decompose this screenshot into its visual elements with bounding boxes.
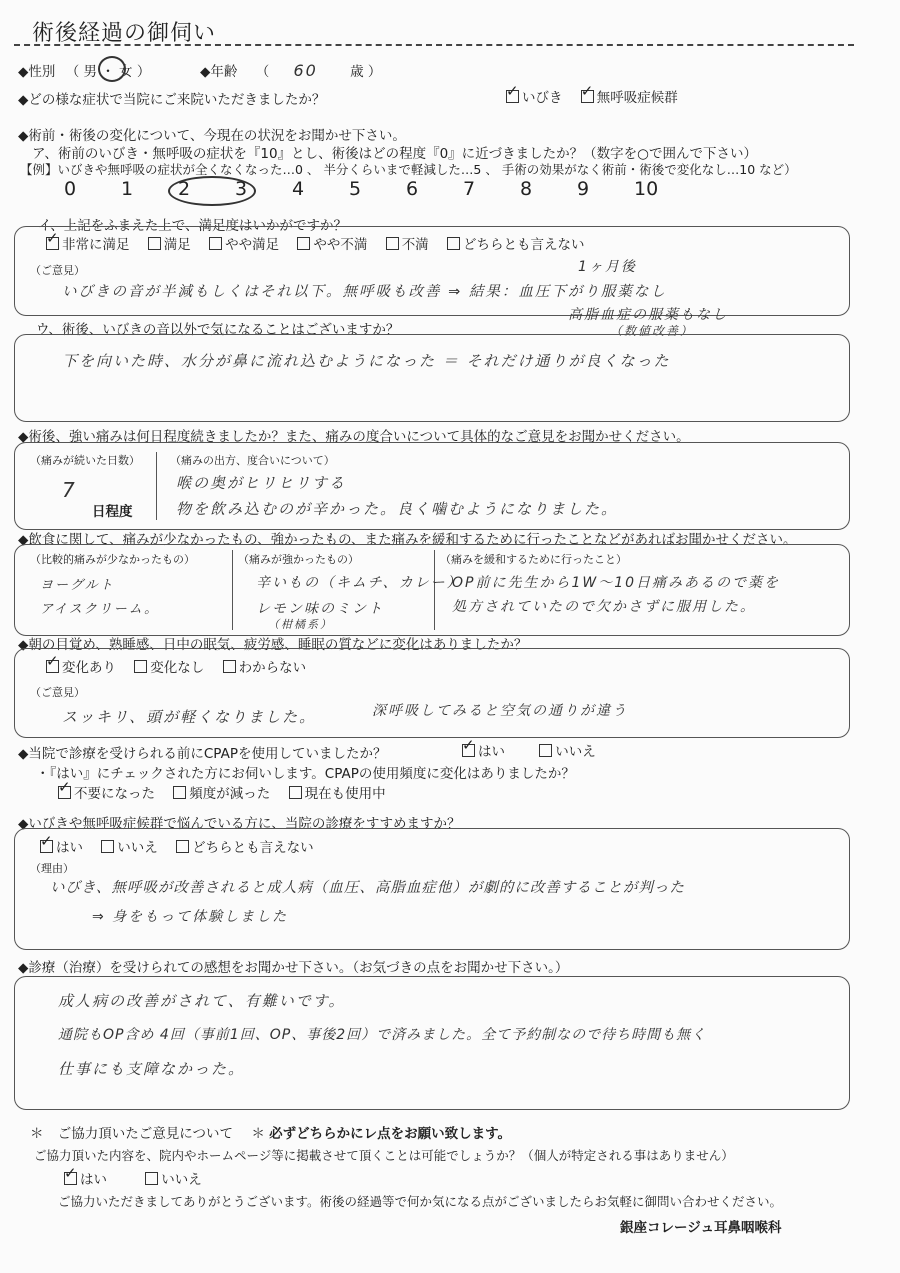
cpap-less-frequent[interactable]: 頻度が減った [173,782,270,802]
q3-days-unit: 日程度 [92,504,133,520]
scale-2[interactable]: 2 [178,178,191,200]
q7-reason-label: （理由） [30,862,74,875]
page-title: 術後経過の御伺い [32,21,217,46]
gender-options[interactable]: （ 男 ・ 女 ） [65,64,151,80]
cpap-no-longer-needed[interactable]: ✓不要になった [58,782,155,802]
footer-must-check: 必ずどちらかにレ点をお願い致します。 [269,1126,512,1142]
q3-detail-line2[interactable]: 物を飲み込むのが辛かった。良く噛むようになりました。 [176,500,619,518]
publish-no[interactable]: いいえ [145,1168,202,1188]
q4-col1-line2[interactable]: アイスクリーム。 [40,602,160,617]
q7-question: ◆いびきや無呼吸症候群で悩んでいる方に、当院の診療をすすめますか？ [18,816,461,832]
footer-cooperation-row: ＊ ご協力頂いたご意見について ＊ 必ずどちらかにレ点をお願い致します。 [30,1126,512,1142]
q1-option-snoring[interactable]: ✓ いびき [506,86,563,106]
checkbox-icon [176,840,189,853]
q8-line1[interactable]: 成人病の改善がされて、有難いです。 [58,992,346,1010]
checkbox-icon [101,840,114,853]
sat-somewhat-unsatisfied[interactable]: やや不満 [297,233,367,253]
checkbox-icon [173,786,186,799]
scale-8[interactable]: 8 [520,178,533,200]
q4-col3-line2[interactable]: 処方されていたので欠かさずに服用した。 [452,599,756,615]
q8-line2[interactable]: 通院もOP含め 4回（事前1回、OP、事後2回）で済みました。全て予約制なので待ち時間も無く [58,1027,707,1043]
q3-question: ◆術後、強い痛みは何日程度続きましたか？また、痛みの度合いについて具体的なご意見をお聞かせください。 [18,429,690,445]
checkbox-icon [64,1172,77,1185]
q3-days-value[interactable]: 7 [62,478,77,502]
q2-question: ◆術前・術後の変化について、今現在の状況をお聞かせ下さい。 [18,128,406,144]
q4-col2-line1[interactable]: 辛いもの（キムチ、カレー） [256,575,463,591]
q2-opinion-label: （ご意見） [30,264,85,277]
checkbox-icon [297,237,310,250]
q2-opinion-line2: 高脂血症の服薬もなし [568,307,728,323]
footer-thanks: ご協力いただきましてありがとうございます。術後の経過等で何か気になる点がございましたらお気軽に御問い合わせください。 [58,1194,783,1209]
q2u-question: ウ、術後、いびきの音以外で気になることはございますか？ [36,322,400,338]
footer-publish-options [64,1168,216,1188]
q6-options [462,740,610,760]
sat-somewhat-satisfied[interactable]: やや満足 [209,233,279,253]
age-row: ◆年齢 （ 60 歳 ） [200,61,382,80]
q2-opinion-line1[interactable]: いびきの音が半減もしくはそれ以下。無呼吸も改善 ⇒ 結果：血圧下がり服薬なし [62,284,667,300]
footer-cooperation-title: ご協力頂いたご意見について [57,1126,234,1142]
q4-col2-label: （痛みが強かったもの） [238,553,359,566]
q8-question: ◆診療（治療）を受けられての感想をお聞かせ下さい。（お気づきの点をお聞かせ下さい。） [18,960,569,976]
q2a-example: 【例】いびきや無呼吸の症状が全くなくなった…0 、 半分くらいまで軽減した…5 、 手術の効果がなく術前・術後で変化なし…10 など） [20,162,797,177]
clinic-name: 銀座コレージュ耳鼻咽喉科 [620,1220,782,1236]
cpap-still-using[interactable]: 現在も使用中 [289,782,386,802]
q6-question: ◆当院で診療を受けられる前にCPAPを使用していましたか？ [18,746,387,762]
gender-male-circle [98,56,126,82]
checkbox-icon [539,744,552,757]
q4-divider-1 [232,550,233,630]
q2i-question: イ、上記をふまえた上で、満足度はいかがですか？ [38,218,348,234]
q4-col3-label: （痛みを緩和するために行ったこと） [440,553,627,566]
q2a-scale [64,178,691,200]
q3-detail-label: （痛みの出方、度合いについて） [170,454,335,467]
checkbox-icon [506,90,519,103]
q6-sub-options [58,782,400,802]
q2u-answer[interactable]: 下を向いた時、水分が鼻に流れ込むようになった ＝ それだけ通りが良くなった [62,352,671,370]
age-value[interactable]: 60 [293,61,318,80]
gender-label: ◆性別 [18,64,56,80]
sat-neither[interactable]: どちらとも言えない [447,233,585,253]
gender-row [18,60,150,80]
q7-reason-line1[interactable]: いびき、無呼吸が改善されると成人病（血圧、高脂血症他）が劇的に改善することが判った [50,880,685,896]
scale-10[interactable]: 10 [634,178,659,200]
scale-1[interactable]: 1 [121,178,134,200]
q6-option-yes[interactable]: ✓ はい [462,740,505,760]
publish-yes[interactable]: ✓はい [64,1168,107,1188]
checkbox-icon [462,744,475,757]
checkbox-icon [447,237,460,250]
q1-option-apnea[interactable]: ✓ 無呼吸症候群 [581,86,678,106]
q6-option-no[interactable]: いいえ [539,740,596,760]
q3-divider [156,452,157,520]
q5-option-no-change[interactable]: 変化なし [134,656,204,676]
sat-very-satisfied[interactable]: ✓非常に満足 [46,233,130,253]
checkbox-icon [148,237,161,250]
q4-col2-line3: （柑橘系） [268,618,333,631]
q5-question: ◆朝の目覚め、熟睡感、日中の眠気、疲労感、睡眠の質などに変化はありましたか？ [18,637,528,653]
checkbox-icon [223,660,236,673]
q2u-answer-box [14,334,850,422]
footer-publish-question: ご協力頂いた内容を、院内やホームページ等に掲載させて頂くことは可能でしょうか？（個人が特定される事はありません） [34,1148,734,1163]
q5-answer-1[interactable]: スッキリ、頭が軽くなりました。 [62,708,317,726]
checkbox-icon [46,660,59,673]
scale-4[interactable]: 4 [292,178,305,200]
q2-opinion-line3: （数値改善） [610,324,695,338]
satisfaction-options [46,233,598,253]
q5-options [46,656,320,676]
age-label: ◆年齢 [200,64,238,80]
q4-col1-line1[interactable]: ヨーグルト [40,578,115,593]
checkbox-icon [209,237,222,250]
q4-question: ◆飲食に関して、痛みが少なかったもの、強かったもの、また痛みを緩和するために行ったことなどがあればお聞かせください。 [18,532,797,548]
sat-unsatisfied[interactable]: 不満 [386,233,429,253]
q2-opinion-note: 1ヶ月後 [578,259,637,275]
q4-col3-line1[interactable]: OP前に先生から1W〜10日痛みあるので薬を [452,575,781,591]
q7-option-neither[interactable]: どちらとも言えない [176,836,314,856]
q7-option-no[interactable]: いいえ [101,836,158,856]
q7-reason-line2[interactable]: ⇒ 身をもって体験しました [92,909,289,925]
title-divider [14,44,854,46]
scale-9[interactable]: 9 [577,178,590,200]
q2a-question: ア、術前のいびき・無呼吸の症状を『10』とし、術後はどの程度『0』に近づきましたか？（数字を○で囲んで下さい） [32,146,757,162]
checkbox-icon [581,90,594,103]
scale-3[interactable]: 3 [235,178,248,200]
scale-0[interactable]: 0 [64,178,77,200]
q5-option-changed[interactable]: ✓変化あり [46,656,116,676]
q4-col1-label: （比較的痛みが少なかったもの） [30,553,195,566]
q5-option-unknown[interactable]: わからない [223,656,307,676]
checkbox-icon [134,660,147,673]
q4-col2-line2[interactable]: レモン味のミント [256,601,384,617]
scale-5[interactable]: 5 [349,178,362,200]
scale-7[interactable]: 7 [463,178,476,200]
scale-circle-mark [168,176,256,206]
q5-opinion-label: （ご意見） [30,686,85,699]
checkbox-icon [40,840,53,853]
scale-6[interactable]: 6 [406,178,419,200]
q3-days-label: （痛みが続いた日数） [30,454,140,467]
checkbox-icon [46,237,59,250]
q8-line3[interactable]: 仕事にも支障なかった。 [58,1060,246,1078]
checkbox-icon [145,1172,158,1185]
checkbox-icon [58,786,71,799]
checkbox-icon [289,786,302,799]
q5-answer-2[interactable]: 深呼吸してみると空気の通りが違う [372,703,628,719]
q7-option-yes[interactable]: ✓はい [40,836,83,856]
checkbox-icon [386,237,399,250]
q1-question: ◆どの様な症状で当院にご来院いただきましたか？ [18,92,326,108]
q3-detail-line1[interactable]: 喉の奥がヒリヒリする [176,474,347,492]
sat-satisfied[interactable]: 満足 [148,233,191,253]
q6-sub-question: ・『はい』にチェックされた方にお伺いします。CPAPの使用頻度に変化はありましたか？ [36,766,575,782]
q1-options [506,86,692,106]
q7-options [40,836,328,856]
